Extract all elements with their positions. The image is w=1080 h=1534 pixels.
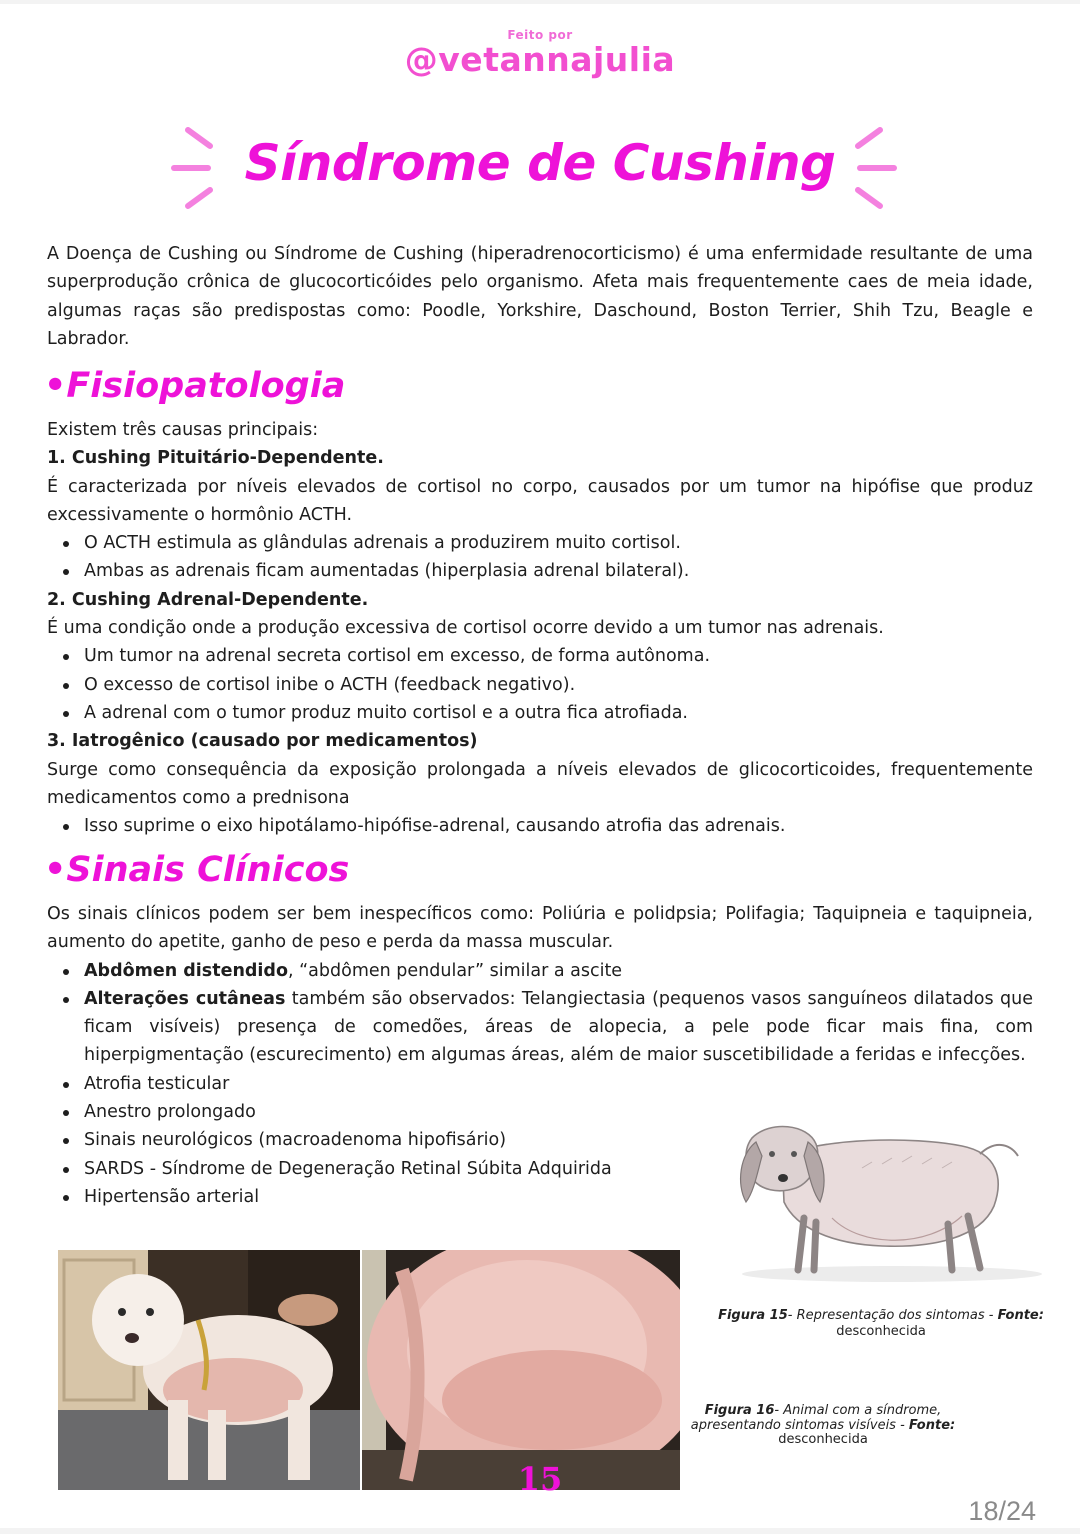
cause3-title: 3. Iatrogênico (causado por medicamentos): [47, 731, 478, 752]
figure-16-source: desconhecida: [778, 1432, 868, 1447]
sinais-lead: Os sinais clínicos podem ser bem inespecíficos como: Poliúria e polidpsia; Polifagia; Taquipneia e taquipneia, aumento do apetite, ganho de peso e perda da massa muscular.: [47, 904, 1033, 953]
list-item: Atrofia testicular: [47, 1070, 1033, 1098]
list-item: Sinais neurológicos (macroadenoma hipofisário): [47, 1126, 1033, 1154]
section-heading-fisiopatologia: •Fisiopatologia: [44, 366, 346, 406]
cause3-list: [47, 812, 1033, 840]
list-item: [47, 957, 1033, 985]
page-title: Síndrome de Cushing: [244, 134, 836, 192]
intro-paragraph: A Doença de Cushing ou Síndrome de Cushing (hiperadrenocorticismo) é uma enfermidade resultante de uma superprodução crônica de glucocorticóides pelo organismo. Afeta mais frequentemente caes de meia idade, algumas raças são predispostas como: Poodle, Yorkshire, Daschound, Boston Terrier, Shih Tzu, Beagle e Labrador.: [47, 244, 1033, 349]
list-item: Um tumor na adrenal secreta cortisol em excesso, de forma autônoma.: [47, 642, 1033, 670]
figure-16-label: Figura 16: [704, 1403, 775, 1418]
list-item: Anestro prolongado: [47, 1098, 1033, 1126]
list-item: Hipertensão arterial: [47, 1183, 1033, 1211]
decoration-lines-right-icon: [852, 122, 902, 214]
figure-15-caption: [714, 1308, 1048, 1340]
figure-16-photo-belly: [362, 1250, 680, 1490]
cause1-list: [47, 529, 1033, 586]
cause3-text: Surge como consequência da exposição prolongada a níveis elevados de glicocorticoides, frequentemente medicamentos como a prednisona: [47, 759, 1033, 808]
cause2-list: [47, 642, 1033, 727]
bullet-text: , “abdômen pendular” similar a ascite: [287, 960, 623, 981]
author-handle: @vetannajulia: [404, 40, 676, 79]
cause1-text: É caracterizada por níveis elevados de cortisol no corpo, causados por um tumor na hipófise que produz excessivamente o hormônio ACTH.: [47, 476, 1033, 525]
figure-16-photo-poodle: [58, 1250, 360, 1490]
figure-15-text: - Representação dos sintomas -: [787, 1308, 998, 1323]
page-indicator: 18/24: [968, 1496, 1036, 1526]
section-heading-sinais-clinicos: •Sinais Clínicos: [44, 850, 350, 890]
list-item: [47, 985, 1033, 1070]
document-page: [0, 4, 1080, 1528]
figure-15-source-label: Fonte:: [997, 1308, 1044, 1323]
figure-16-source-label: Fonte:: [908, 1417, 956, 1433]
bullet-bold: Abdômen distendido: [84, 960, 288, 981]
list-item: Isso suprime o eixo hipotálamo-hipófise-adrenal, causando atrofia das adrenais.: [47, 812, 1033, 840]
list-item: O ACTH estimula as glândulas adrenais a produzirem muito cortisol.: [47, 529, 1033, 557]
page-number: 15: [517, 1460, 563, 1498]
list-item: A adrenal com o tumor produz muito cortisol e a outra fica atrofiada.: [47, 699, 1033, 727]
bullet-bold: Alterações cutâneas: [84, 988, 286, 1009]
list-item: SARDS - Síndrome de Degeneração Retinal Súbita Adquirida: [47, 1155, 1033, 1183]
figure-15-label: Figura 15: [718, 1308, 788, 1323]
cause1-title: 1. Cushing Pituitário-Dependente.: [47, 448, 384, 469]
figure-16-caption: [678, 1404, 968, 1448]
list-item: Ambas as adrenais ficam aumentadas (hiperplasia adrenal bilateral).: [47, 557, 1033, 585]
credit-label: Feito por: [507, 28, 573, 42]
fisio-lead: Existem três causas principais:: [47, 420, 319, 440]
cause2-text: É uma condição onde a produção excessiva de cortisol ocorre devido a um tumor nas adrenais.: [47, 618, 884, 639]
fisiopatologia-section: [47, 416, 1033, 840]
figure-15-source: desconhecida: [836, 1324, 926, 1339]
bullet-text: também são observados: Telangiectasia (pequenos vasos sanguíneos dilatados que ficam visíveis) presença de comedões, áreas de alopecia, a pele pode ficar mais fina, com hiperpigmentação (escurecimento) em algumas áreas, além de maior suscetibilidade a feridas e infecções.: [84, 988, 1033, 1066]
figure-15-dog-sketch: [712, 1098, 1052, 1288]
cause2-title: 2. Cushing Adrenal-Dependente.: [47, 589, 369, 610]
figure-16-text: - Animal com a síndrome, apresentando sintomas visíveis -: [690, 1403, 942, 1433]
list-item: O excesso de cortisol inibe o ACTH (feedback negativo).: [47, 671, 1033, 699]
